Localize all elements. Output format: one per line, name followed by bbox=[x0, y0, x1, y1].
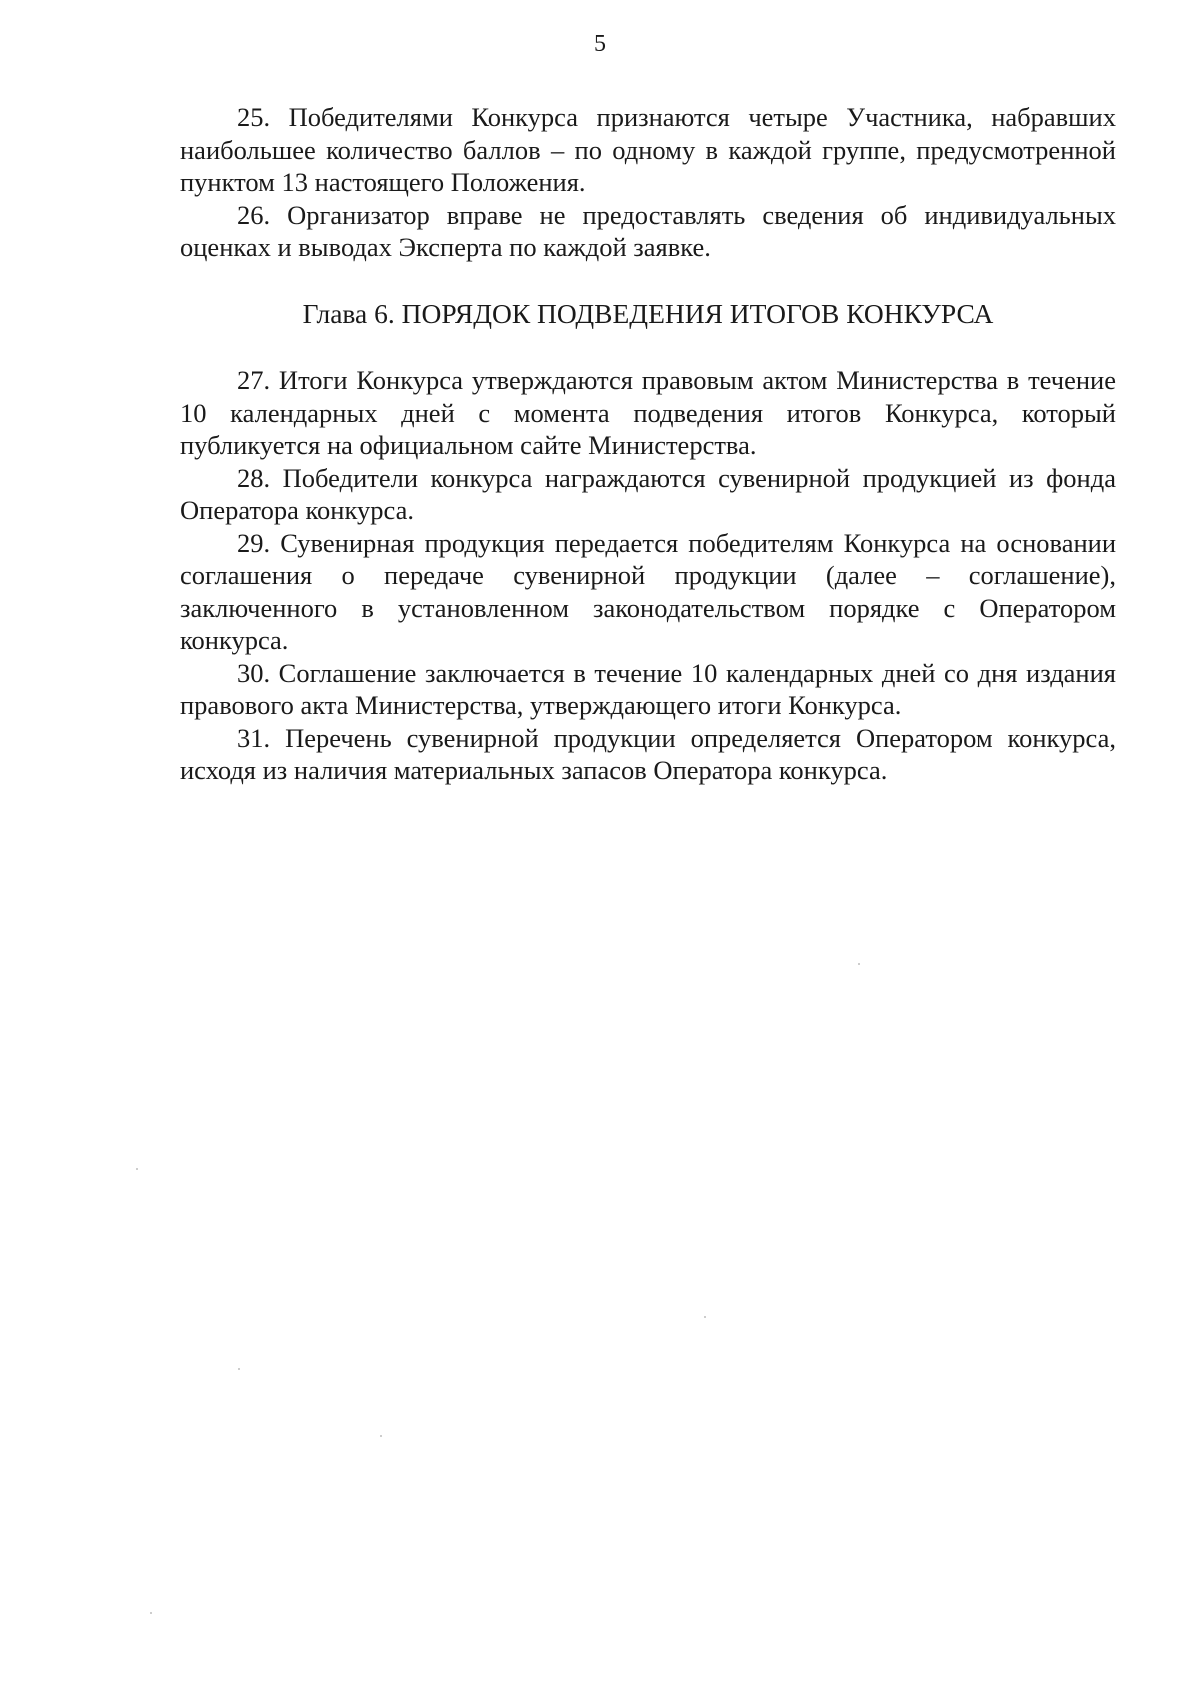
paragraph-29: 29. Сувенирная продукция передается победителям Конкурса на основании соглашения о передаче сувенирной продукции (далее – соглашение), заключенного в установленном законодательством порядке с Оператором конкурса. bbox=[180, 527, 1116, 655]
chapter-title: Глава 6. ПОРЯДОК ПОДВЕДЕНИЯ ИТОГОВ КОНКУРСА bbox=[302, 298, 994, 329]
paragraph-28: 28. Победители конкурса награждаются сувенирной продукцией из фонда Оператора конкурса. bbox=[180, 462, 1116, 525]
scan-speck bbox=[238, 1368, 240, 1370]
scan-speck bbox=[136, 1168, 138, 1170]
paragraph-26: 26. Организатор вправе не предоставлять сведения об индивидуальных оценках и выводах Эксперта по каждой заявке. bbox=[180, 199, 1116, 262]
paragraph-25: 25. Победителями Конкурса признаются четыре Участника, набравших наибольшее количество баллов – по одному в каждой группе, предусмотренной пунктом 13 настоящего Положения. bbox=[180, 102, 1116, 197]
section-paragraphs-after bbox=[180, 364, 1116, 787]
scan-speck bbox=[380, 1435, 382, 1437]
paragraph-31: 31. Перечень сувенирной продукции определяется Оператором конкурса, исходя из наличия материальных запасов Оператора конкурса. bbox=[180, 722, 1116, 785]
paragraph-30: 30. Соглашение заключается в течение 10 календарных дней со дня издания правового акта Министерства, утверждающего итоги Конкурса. bbox=[180, 657, 1116, 720]
paragraph-27: 27. Итоги Конкурса утверждаются правовым актом Министерства в течение 10 календарных дней с момента подведения итогов Конкурса, который публикуется на официальном сайте Министерства. bbox=[180, 365, 1116, 460]
scan-speck bbox=[858, 963, 860, 965]
scan-speck bbox=[150, 1612, 152, 1614]
page-number: 5 bbox=[594, 31, 606, 57]
scan-speck bbox=[704, 1316, 706, 1318]
section-paragraphs-before bbox=[180, 101, 1116, 264]
